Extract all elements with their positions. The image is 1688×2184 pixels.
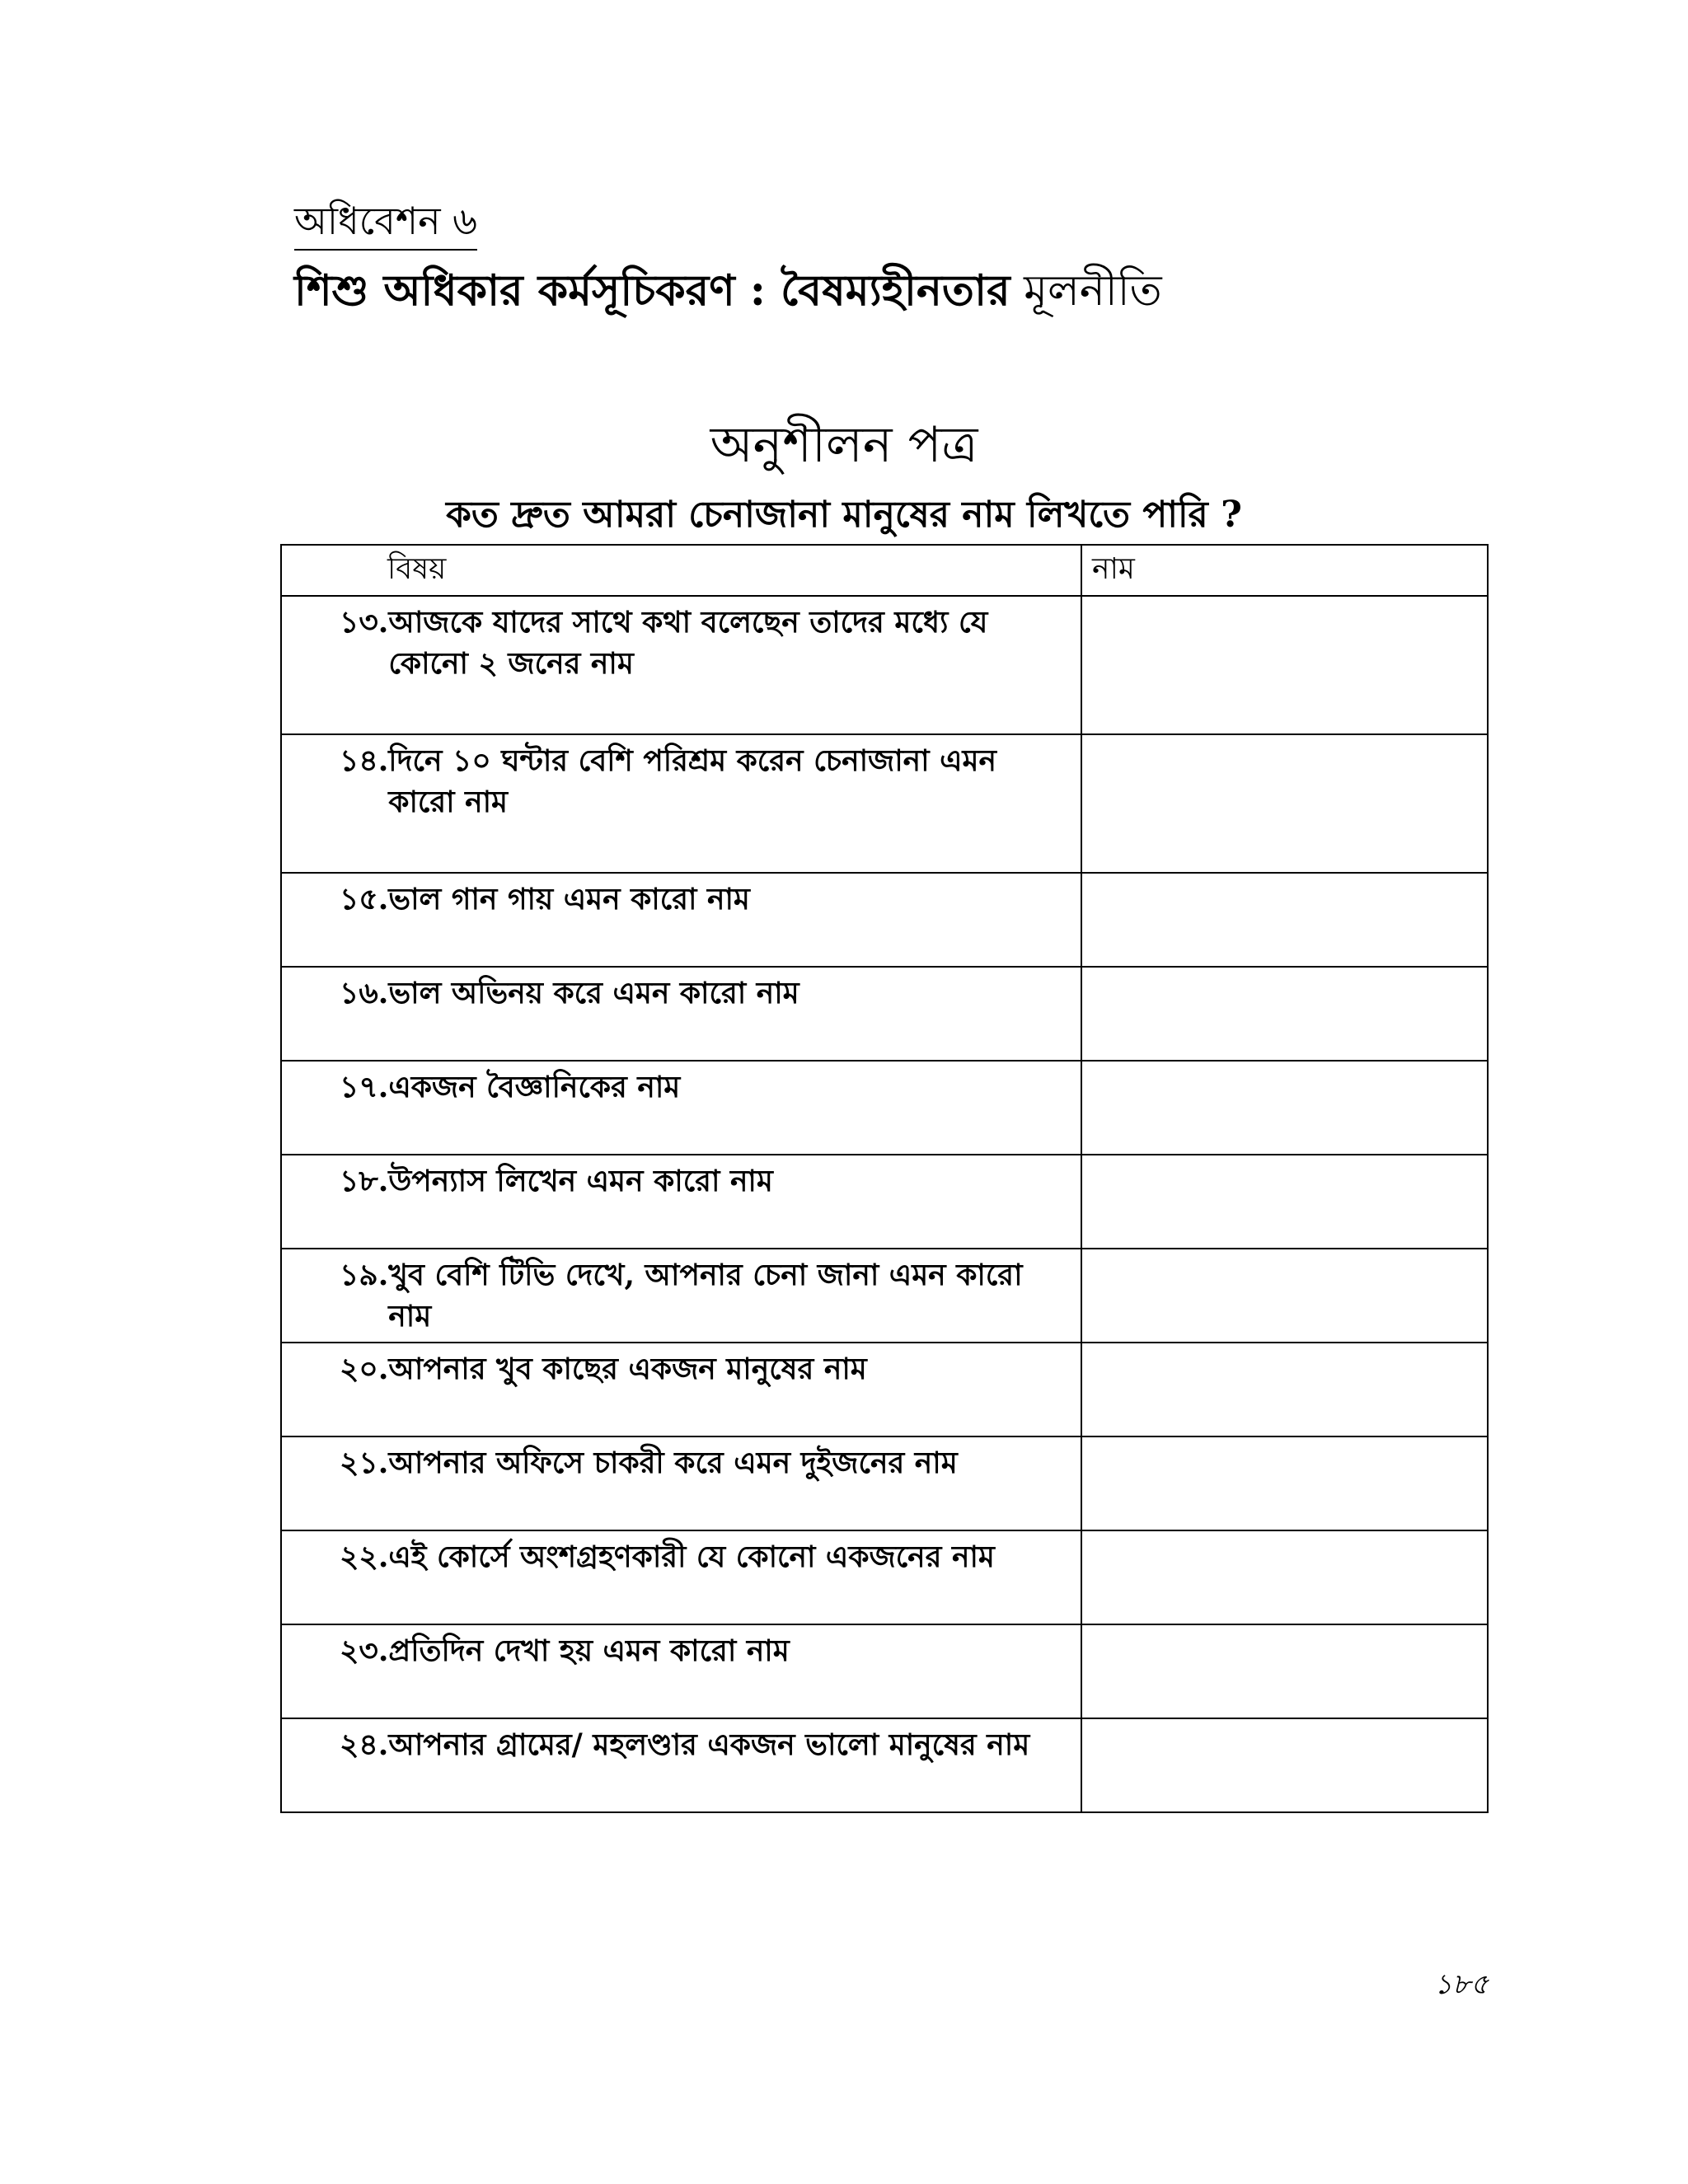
name-cell[interactable] xyxy=(1081,967,1488,1061)
item-text: ভাল অভিনয় করে এমন কারো নাম xyxy=(388,976,799,1010)
subject-cell xyxy=(281,1155,1081,1249)
subject-cell xyxy=(281,1343,1081,1436)
item-text: একজন বৈজ্ঞানিকের নাম xyxy=(388,1070,681,1104)
table-row xyxy=(281,967,1488,1061)
subject-cell xyxy=(281,734,1081,873)
name-cell[interactable] xyxy=(1081,1343,1488,1436)
item-text: উপন্যাস লিখেন এমন কারো নাম xyxy=(388,1164,773,1198)
name-cell[interactable] xyxy=(1081,1718,1488,1812)
session-title xyxy=(294,262,1162,320)
item-text: আপনার অফিসে চাকরী করে এমন দুইজনের নাম xyxy=(388,1446,958,1480)
item-number: ২২. xyxy=(340,1540,389,1574)
subject-cell xyxy=(281,1530,1081,1624)
item-number: ১৭. xyxy=(340,1070,389,1104)
page-number: ১৮৫ xyxy=(1434,1968,1489,2001)
name-cell[interactable] xyxy=(1081,1155,1488,1249)
item-text: এই কোর্সে অংশগ্রহণকারী যে কোনো একজনের নাম xyxy=(388,1540,995,1574)
table-row xyxy=(281,1624,1488,1718)
item-number: ১৬. xyxy=(340,976,389,1010)
item-text: খুব বেশি টিভি দেখে, আপনার চেনা জানা এমন কারো নাম xyxy=(388,1258,1023,1333)
item-text: আপনার খুব কাছের একজন মানুষের নাম xyxy=(388,1352,867,1386)
worksheet-title: অনুশীলন পত্র xyxy=(710,416,978,474)
table-row xyxy=(281,1718,1488,1812)
worksheet-question: কত দ্রুত আমরা চেনাজানা মানুষের নাম লিখতে পারি ? xyxy=(446,494,1242,536)
name-cell[interactable] xyxy=(1081,873,1488,967)
name-cell[interactable] xyxy=(1081,596,1488,734)
table-row xyxy=(281,596,1488,734)
subject-cell xyxy=(281,1061,1081,1155)
subject-cell xyxy=(281,596,1081,734)
subject-cell xyxy=(281,873,1081,967)
item-number: ১৯. xyxy=(340,1258,389,1292)
name-cell[interactable] xyxy=(1081,1061,1488,1155)
table-row xyxy=(281,1061,1488,1155)
column-header-name: নাম xyxy=(1081,545,1488,596)
item-number: ১৪. xyxy=(340,743,389,778)
item-text: আপনার গ্রামের/ মহলণ্ডার একজন ভালো মানুষের নাম xyxy=(388,1727,1030,1762)
table-row xyxy=(281,1530,1488,1624)
table-row xyxy=(281,1436,1488,1530)
table-row xyxy=(281,1155,1488,1249)
activity-table xyxy=(280,544,1489,1813)
subject-cell xyxy=(281,1436,1081,1530)
session-title-main: শিশু অধিকার কর্মসূচিকরণ : বৈষম্যহীনতার xyxy=(294,265,1010,316)
subject-cell xyxy=(281,1718,1081,1812)
name-cell[interactable] xyxy=(1081,1436,1488,1530)
name-cell[interactable] xyxy=(1081,1530,1488,1624)
table-row xyxy=(281,1343,1488,1436)
session-label: অধিবেশন ৬ xyxy=(294,196,477,251)
item-text: ভাল গান গায় এমন কারো নাম xyxy=(388,882,750,916)
subject-cell xyxy=(281,1249,1081,1343)
table-row xyxy=(281,1249,1488,1343)
item-number: ২৩. xyxy=(340,1633,389,1668)
table-header-row xyxy=(281,545,1488,596)
item-number: ১৮. xyxy=(340,1164,389,1198)
item-number: ১৩. xyxy=(340,605,389,640)
item-number: ২০. xyxy=(340,1352,389,1386)
column-header-subject: বিষয় xyxy=(281,545,1081,596)
item-number: ২৪. xyxy=(340,1727,389,1762)
name-cell[interactable] xyxy=(1081,734,1488,873)
subject-cell xyxy=(281,1624,1081,1718)
subject-cell xyxy=(281,967,1081,1061)
item-text: আজকে যাদের সাথে কথা বলেছেন তাদের মধ্যে যে কোনো ২ জনের নাম xyxy=(388,605,988,681)
session-title-tail: মূলনীতি xyxy=(1010,266,1162,316)
table-row xyxy=(281,873,1488,967)
item-text: প্রতিদিন দেখা হয় এমন কারো নাম xyxy=(388,1633,790,1668)
item-number: ২১. xyxy=(340,1446,389,1480)
item-text: দিনে ১০ ঘন্টার বেশি পরিশ্রম করেন চেনাজানা এমন কারো নাম xyxy=(388,743,997,819)
item-number: ১৫. xyxy=(340,882,389,916)
name-cell[interactable] xyxy=(1081,1624,1488,1718)
table-row xyxy=(281,734,1488,873)
name-cell[interactable] xyxy=(1081,1249,1488,1343)
